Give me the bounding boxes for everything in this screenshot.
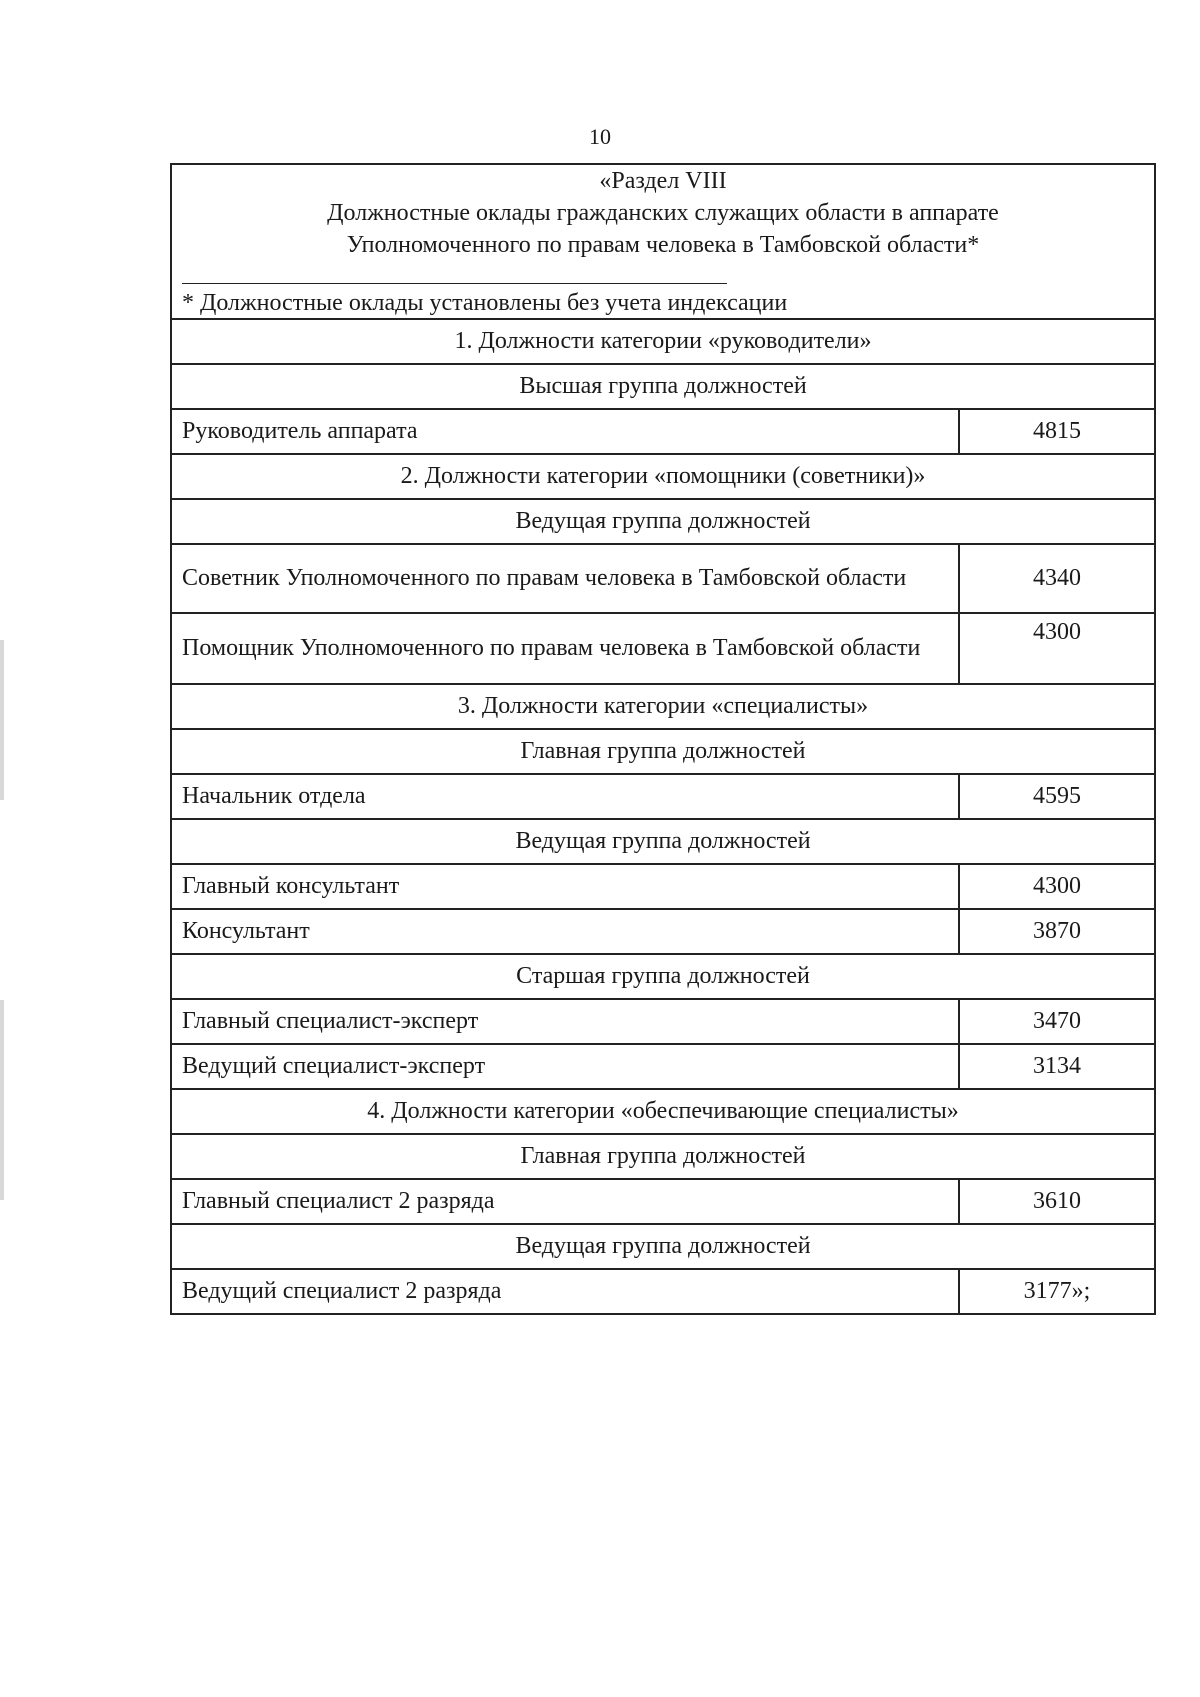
table-row [171,729,1155,774]
table-row [171,954,1155,999]
position-name: Начальник отдела [171,774,959,819]
salary-value: 4300 [959,613,1155,684]
table-row [171,684,1155,729]
table-row [171,1089,1155,1134]
salary-value: 3470 [959,999,1155,1044]
salary-table [170,163,1156,1315]
position-name: Главный консультант [171,864,959,909]
position-name: Помощник Уполномоченного по правам человека в Тамбовской области [171,613,959,684]
group-title: Высшая группа должностей [171,364,1155,409]
table-row [171,1044,1155,1089]
category-title: 4. Должности категории «обеспечивающие специалисты» [171,1089,1155,1134]
page-number: 10 [589,124,611,149]
table-row [171,819,1155,864]
group-title: Главная группа должностей [171,1134,1155,1179]
salary-value: 4595 [959,774,1155,819]
salary-value: 3870 [959,909,1155,954]
position-name: Главный специалист 2 разряда [171,1179,959,1224]
position-name: Главный специалист-эксперт [171,999,959,1044]
position-name: Консультант [171,909,959,954]
table-row [171,774,1155,819]
group-title: Ведущая группа должностей [171,499,1155,544]
position-name: Ведущий специалист 2 разряда [171,1269,959,1314]
salary-value: 3610 [959,1179,1155,1224]
table-row [171,1269,1155,1314]
group-title: Старшая группа должностей [171,954,1155,999]
table-row [171,544,1155,613]
position-name: Руководитель аппарата [171,409,959,454]
footnote-divider [182,283,727,284]
section-heading [171,164,1155,319]
category-title: 2. Должности категории «помощники (советники)» [171,454,1155,499]
footnote: * Должностные оклады установлены без учета индексации [182,290,788,316]
table-row [171,613,1155,684]
position-name: Ведущий специалист-эксперт [171,1044,959,1089]
table-row [171,1134,1155,1179]
table-row [171,499,1155,544]
category-title: 3. Должности категории «специалисты» [171,684,1155,729]
salary-value: 4300 [959,864,1155,909]
table-row [171,864,1155,909]
salary-value: 3177»; [959,1269,1155,1314]
group-title: Ведущая группа должностей [171,1224,1155,1269]
salary-value: 4815 [959,409,1155,454]
position-name: Советник Уполномоченного по правам человека в Тамбовской области [171,544,959,613]
table-row [171,909,1155,954]
table-row [171,999,1155,1044]
category-title: 1. Должности категории «руководители» [171,319,1155,364]
table-row [171,1179,1155,1224]
salary-value: 4340 [959,544,1155,613]
group-title: Ведущая группа должностей [171,819,1155,864]
table-row [171,454,1155,499]
table-row [171,409,1155,454]
group-title: Главная группа должностей [171,729,1155,774]
table-row [171,364,1155,409]
scan-edge-mark [0,1000,4,1200]
salary-value: 3134 [959,1044,1155,1089]
section-subtitle-line1: Должностные оклады гражданских служащих области в аппарате [327,200,999,226]
table-header-row [171,164,1155,319]
section-title: «Раздел VIII [599,168,727,194]
table-row [171,319,1155,364]
section-subtitle-line2: Уполномоченного по правам человека в Тамбовской области* [346,232,980,258]
table-row [171,1224,1155,1269]
scan-edge-mark [0,640,4,800]
